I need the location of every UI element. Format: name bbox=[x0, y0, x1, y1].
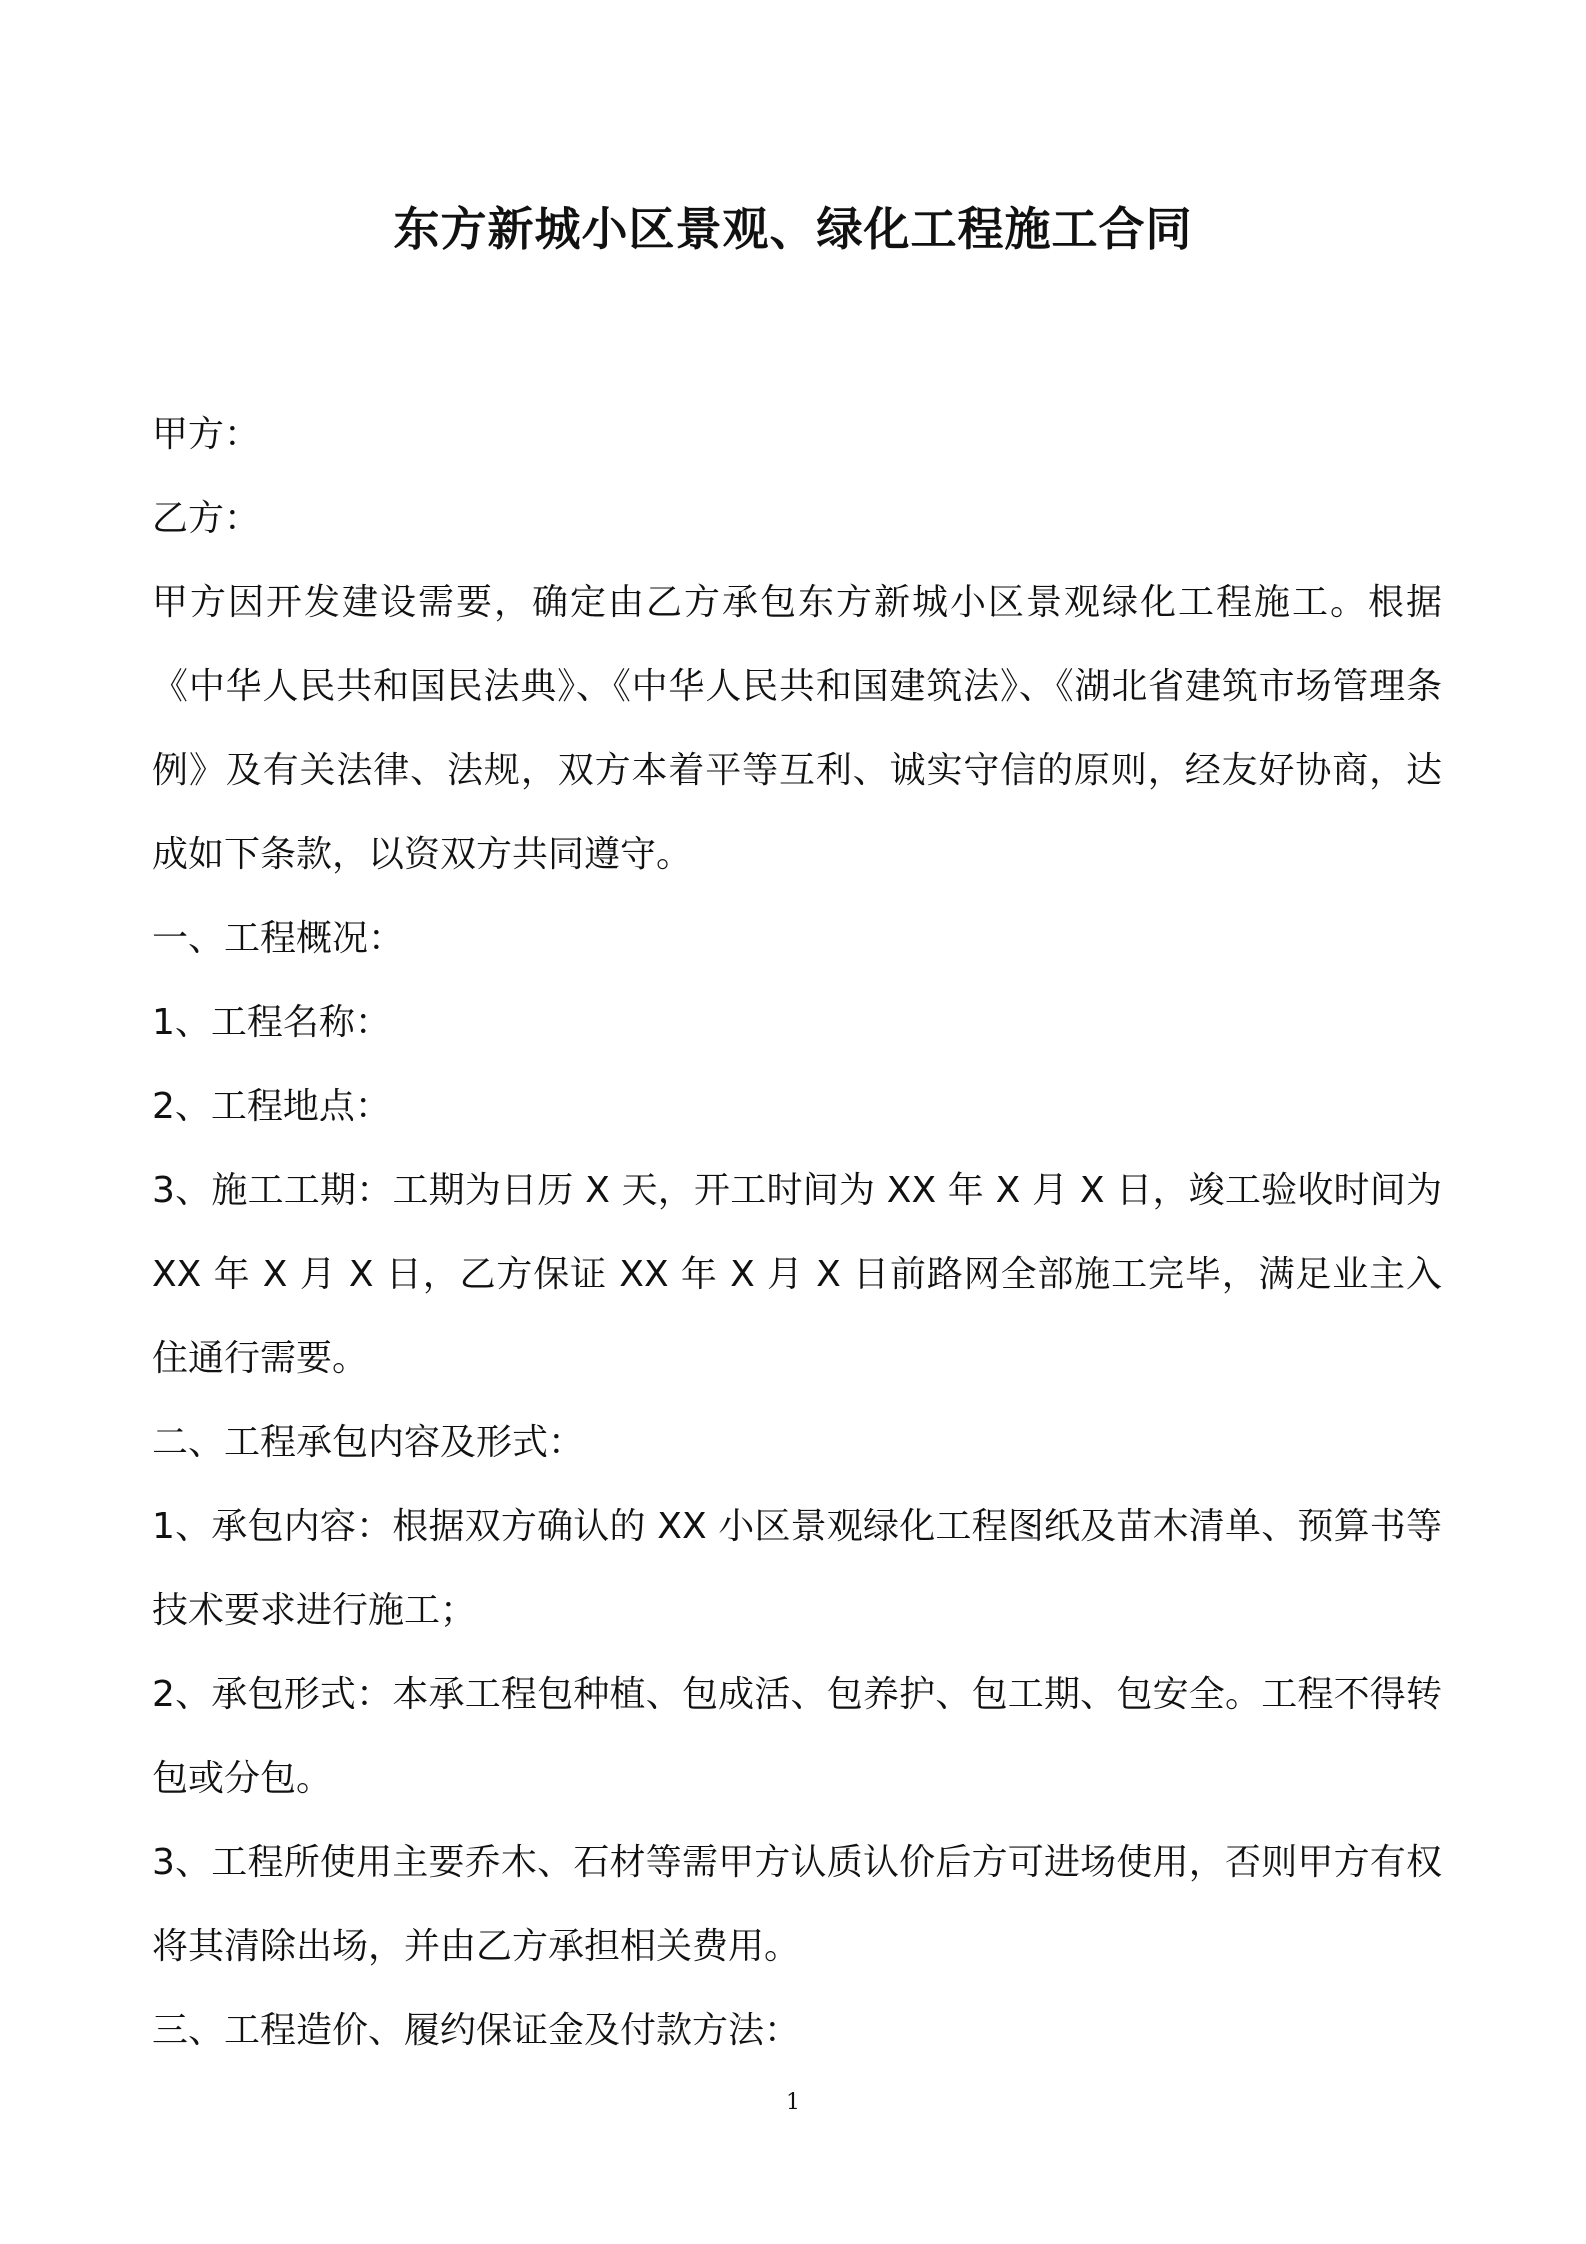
clause-construction-period: 3、施工工期：工期为日历 X 天，开工时间为 XX 年 X 月 X 日，竣工验收时间为 XX 年 X 月 X 日，乙方保证 XX 年 X 月 X 日前路网全部施工完毕，满足业主入住通行需要。 bbox=[152, 1170, 1442, 1379]
clause-materials-approval: 3、工程所使用主要乔木、石材等需甲方认质认价后方可进场使用，否则甲方有权将其清除出场，并由乙方承担相关费用。 bbox=[152, 1842, 1442, 1967]
section-heading-1: 一、工程概况： bbox=[152, 918, 405, 959]
section-heading-3: 三、工程造价、履约保证金及付款方法： bbox=[152, 2010, 801, 2051]
party-b-line: 乙方： bbox=[152, 498, 261, 539]
clause-project-location: 2、工程地点： bbox=[152, 1086, 391, 1127]
preamble-paragraph: 甲方因开发建设需要，确定由乙方承包东方新城小区景观绿化工程施工。根据《中华人民共和国民法典》、《中华人民共和国建筑法》、《湖北省建筑市场管理条例》及有关法律、法规，双方本着平等互利、诚实守信的原则，经友好协商，达成如下条款，以资双方共同遵守。 bbox=[152, 582, 1442, 875]
page-number: 1 bbox=[786, 2090, 800, 2115]
clause-contract-content: 1、承包内容：根据双方确认的 XX 小区景观绿化工程图纸及苗木清单、预算书等技术要求进行施工； bbox=[152, 1506, 1442, 1631]
party-a-line: 甲方： bbox=[152, 414, 261, 455]
document-body bbox=[152, 393, 1442, 2073]
clause-contract-form: 2、承包形式：本承工程包种植、包成活、包养护、包工期、包安全。工程不得转包或分包。 bbox=[152, 1674, 1442, 1799]
document-title: 东方新城小区景观、绿化工程施工合同 bbox=[393, 202, 1193, 256]
section-heading-2: 二、工程承包内容及形式： bbox=[152, 1422, 585, 1463]
clause-project-name: 1、工程名称： bbox=[152, 1002, 391, 1043]
